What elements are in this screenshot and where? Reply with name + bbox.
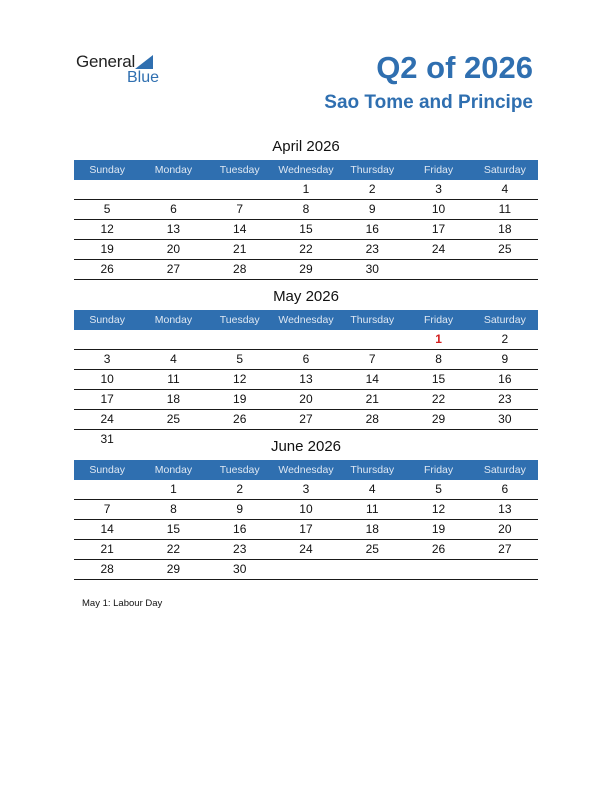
day-cell: 14 <box>100 522 114 536</box>
weekday-label: Thursday <box>350 314 395 326</box>
day-cell: 14 <box>365 372 379 386</box>
day-cell: 15 <box>166 522 181 536</box>
week-row <box>74 520 538 540</box>
day-cell: 3 <box>103 352 111 366</box>
day-cell: 30 <box>233 562 247 576</box>
day-cell: 15 <box>431 372 446 386</box>
week-row <box>74 500 538 520</box>
day-cell: 7 <box>368 352 376 366</box>
day-cell: 20 <box>166 242 181 256</box>
day-cell: 6 <box>501 482 509 496</box>
day-cell: 16 <box>233 522 247 536</box>
day-cell <box>273 560 339 579</box>
weekday-label: Wednesday <box>278 314 334 326</box>
month-title: April 2026 <box>272 138 340 155</box>
day-cell: 25 <box>166 412 181 426</box>
week-row <box>74 200 538 220</box>
day-cell: 26 <box>431 542 446 556</box>
weekday-label: Tuesday <box>219 314 260 326</box>
holiday-note: May 1: Labour Day <box>82 598 163 609</box>
week-row <box>74 410 538 430</box>
weekday-header <box>74 160 538 180</box>
day-cell: 6 <box>302 352 310 366</box>
day-cell: 22 <box>431 392 446 406</box>
day-cell: 10 <box>299 502 313 516</box>
day-cell <box>339 560 405 579</box>
week-row <box>74 370 538 390</box>
weekday-label: Saturday <box>483 314 526 326</box>
day-cell: 10 <box>100 372 114 386</box>
day-cell: 28 <box>100 562 114 576</box>
week-row <box>74 220 538 240</box>
weekday-label: Thursday <box>350 164 395 176</box>
day-cell: 30 <box>498 412 512 426</box>
weekday-label: Monday <box>154 164 193 176</box>
month-april <box>74 136 538 280</box>
day-cell <box>74 480 140 499</box>
weekday-label: Thursday <box>350 464 395 476</box>
day-cell: 9 <box>236 502 244 516</box>
weekday-label: Wednesday <box>278 164 334 176</box>
day-cell: 19 <box>100 242 114 256</box>
day-cell: 12 <box>431 502 446 516</box>
week-row <box>74 390 538 410</box>
day-cell: 27 <box>166 262 181 276</box>
logo <box>76 52 176 92</box>
day-cell <box>74 330 140 349</box>
holiday-day-cell: 1 <box>435 332 442 346</box>
day-cell: 23 <box>365 242 379 256</box>
logo-general-text: General <box>76 52 136 71</box>
day-cell: 21 <box>233 242 247 256</box>
day-cell: 4 <box>368 482 376 496</box>
weekday-label: Sunday <box>89 464 125 476</box>
day-cell: 11 <box>366 502 379 516</box>
weekday-label: Monday <box>154 314 193 326</box>
weekday-label: Friday <box>423 464 454 476</box>
day-cell: 23 <box>233 542 247 556</box>
day-cell: 21 <box>365 392 379 406</box>
day-cell: 28 <box>365 412 379 426</box>
day-cell: 16 <box>498 372 512 386</box>
week-row <box>74 560 538 580</box>
day-cell: 30 <box>365 262 379 276</box>
day-cell: 22 <box>166 542 181 556</box>
day-cell: 29 <box>166 562 181 576</box>
weekday-header <box>74 310 538 330</box>
day-cell: 1 <box>302 182 310 196</box>
day-cell: 15 <box>299 222 313 236</box>
week-row <box>74 260 538 280</box>
day-cell: 18 <box>365 522 379 536</box>
day-cell: 19 <box>431 522 446 536</box>
day-cell <box>207 330 273 349</box>
day-cell: 8 <box>435 352 442 366</box>
day-cell: 31 <box>100 432 114 446</box>
day-cell: 28 <box>233 262 247 276</box>
logo-triangle-icon <box>135 55 153 69</box>
day-cell: 12 <box>233 372 247 386</box>
day-cell: 9 <box>501 352 509 366</box>
day-cell: 7 <box>103 502 111 516</box>
day-cell <box>140 330 206 349</box>
day-cell <box>140 180 206 199</box>
month-may <box>74 286 538 449</box>
day-cell: 3 <box>435 182 442 196</box>
day-cell: 8 <box>302 202 310 216</box>
day-cell: 14 <box>233 222 247 236</box>
day-cell: 26 <box>233 412 247 426</box>
day-cell: 6 <box>170 202 177 216</box>
day-cell: 12 <box>100 222 114 236</box>
week-row <box>74 480 538 500</box>
day-cell: 22 <box>299 242 313 256</box>
day-cell: 10 <box>431 202 446 216</box>
day-cell: 3 <box>302 482 310 496</box>
week-row <box>74 330 538 350</box>
day-cell: 29 <box>299 262 313 276</box>
day-cell: 13 <box>166 222 181 236</box>
day-cell: 11 <box>498 202 512 216</box>
day-cell: 18 <box>498 222 512 236</box>
day-cell: 24 <box>431 242 446 256</box>
day-cell: 19 <box>233 392 247 406</box>
day-cell: 24 <box>100 412 114 426</box>
weekday-label: Saturday <box>483 164 526 176</box>
day-cell: 5 <box>236 352 244 366</box>
weekday-header <box>74 460 538 480</box>
day-cell: 20 <box>498 522 512 536</box>
day-cell: 16 <box>365 222 379 236</box>
day-cell: 18 <box>166 392 181 406</box>
day-cell: 27 <box>299 412 313 426</box>
weekday-label: Monday <box>154 464 193 476</box>
weekday-label: Wednesday <box>278 464 334 476</box>
weekday-label: Tuesday <box>219 464 260 476</box>
month-title: May 2026 <box>273 288 339 305</box>
day-cell: 5 <box>103 202 111 216</box>
day-cell: 25 <box>365 542 379 556</box>
week-row <box>74 180 538 200</box>
day-cell: 8 <box>170 502 177 516</box>
day-cell: 13 <box>299 372 313 386</box>
week-row <box>74 540 538 560</box>
day-cell: 26 <box>100 262 114 276</box>
day-cell: 20 <box>299 392 313 406</box>
weekday-label: Sunday <box>89 164 125 176</box>
week-row <box>74 240 538 260</box>
day-cell: 23 <box>498 392 512 406</box>
day-cell <box>405 560 471 579</box>
day-cell <box>207 180 273 199</box>
day-cell: 4 <box>501 182 509 196</box>
month-title: June 2026 <box>270 438 342 455</box>
day-cell: 2 <box>236 482 244 496</box>
day-cell: 17 <box>100 392 114 406</box>
logo-blue-text: Blue <box>127 69 160 86</box>
day-cell: 11 <box>167 372 180 386</box>
day-cell <box>472 260 538 279</box>
day-cell: 4 <box>170 352 177 366</box>
holiday-notes <box>82 598 162 609</box>
day-cell: 29 <box>431 412 446 426</box>
day-cell: 2 <box>501 332 509 346</box>
day-cell: 25 <box>498 242 512 256</box>
day-cell: 2 <box>368 182 376 196</box>
day-cell <box>472 560 538 579</box>
day-cell: 27 <box>498 542 512 556</box>
day-cell: 9 <box>368 202 376 216</box>
weekday-label: Saturday <box>483 464 526 476</box>
day-cell <box>405 260 471 279</box>
week-row <box>74 350 538 370</box>
day-cell: 7 <box>236 202 244 216</box>
month-june <box>74 436 538 580</box>
day-cell: 17 <box>431 222 446 236</box>
day-cell: 24 <box>299 542 313 556</box>
day-cell: 13 <box>498 502 512 516</box>
page-subtitle: Sao Tome and Principe <box>324 92 533 113</box>
day-cell: 17 <box>299 522 313 536</box>
weekday-label: Friday <box>423 164 454 176</box>
day-cell: 21 <box>100 542 114 556</box>
day-cell <box>273 330 339 349</box>
weekday-label: Tuesday <box>219 164 260 176</box>
day-cell <box>339 330 405 349</box>
weekday-label: Sunday <box>89 314 125 326</box>
day-cell: 5 <box>435 482 442 496</box>
page-title: Q2 of 2026 <box>376 50 533 85</box>
day-cell <box>74 180 140 199</box>
day-cell: 1 <box>170 482 177 496</box>
weekday-label: Friday <box>423 314 454 326</box>
